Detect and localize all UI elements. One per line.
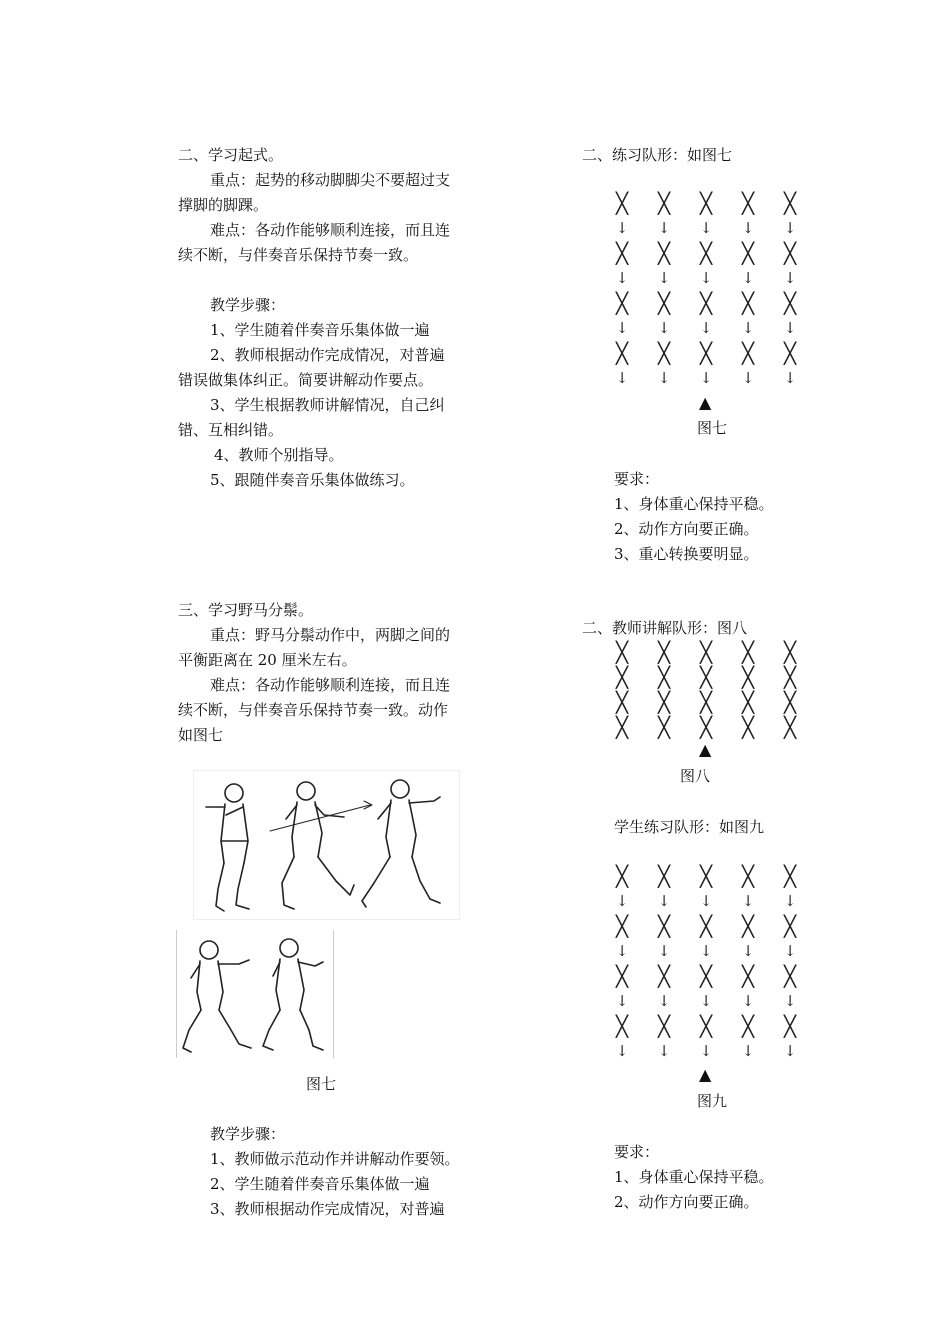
arrow-down-icon: ↓ <box>741 219 755 237</box>
arrow-down-icon: ↓ <box>741 942 755 960</box>
student-position-icon: ╳ <box>783 191 797 215</box>
requirement-text: 1、身体重心保持平稳。 <box>614 495 774 513</box>
student-position-icon: ╳ <box>615 241 629 265</box>
formation-row <box>612 243 812 268</box>
student-position-icon: ╳ <box>657 690 671 714</box>
arrow-down-icon: ↓ <box>783 892 797 910</box>
difficulty-text: 续不断，与伴奏音乐保持节奏一致。动作 <box>178 701 449 719</box>
student-position-icon: ╳ <box>783 914 797 938</box>
figure-caption: 图九 <box>697 1092 728 1110</box>
student-position-icon: ╳ <box>783 864 797 888</box>
arrow-down-icon: ↓ <box>783 319 797 337</box>
formation-row <box>612 343 812 368</box>
student-position-icon: ╳ <box>657 291 671 315</box>
formation-grid <box>612 193 812 393</box>
steps-title: 教学步骤： <box>210 1125 286 1143</box>
teacher-position-icon: ▲ <box>699 393 712 412</box>
arrow-down-icon: ↓ <box>615 269 629 287</box>
student-position-icon: ╳ <box>615 291 629 315</box>
student-position-icon: ╳ <box>615 191 629 215</box>
formation-grid <box>612 642 812 742</box>
arrow-down-icon: ↓ <box>615 319 629 337</box>
student-position-icon: ╳ <box>783 964 797 988</box>
taichi-illustration <box>193 770 460 920</box>
step-text: 1、学生随着伴奏音乐集体做一遍 <box>210 321 430 339</box>
arrow-down-icon: ↓ <box>783 1042 797 1060</box>
student-position-icon: ╳ <box>699 864 713 888</box>
student-position-icon: ╳ <box>741 640 755 664</box>
formation-row <box>612 717 812 742</box>
requirement-text: 2、动作方向要正确。 <box>614 1193 759 1211</box>
formation-row <box>612 692 812 717</box>
student-position-icon: ╳ <box>783 690 797 714</box>
student-position-icon: ╳ <box>615 1014 629 1038</box>
section-title: 二、学习起式。 <box>178 146 284 164</box>
key-point-text: 重点：起势的移动脚脚尖不要超过支 <box>210 171 451 189</box>
arrow-down-icon: ↓ <box>657 319 671 337</box>
formation-row <box>612 866 812 891</box>
step-text: 错、互相纠错。 <box>178 421 284 439</box>
step-text: 2、教师根据动作完成情况，对普遍 <box>210 346 445 364</box>
step-text: 5、跟随伴奏音乐集体做练习。 <box>210 471 415 489</box>
formation-row <box>612 1016 812 1041</box>
direction-row <box>612 941 812 966</box>
arrow-down-icon: ↓ <box>615 892 629 910</box>
arrow-down-icon: ↓ <box>741 319 755 337</box>
direction-row <box>612 1041 812 1066</box>
key-point-text: 平衡距离在 20 厘米左右。 <box>178 651 357 669</box>
arrow-down-icon: ↓ <box>741 992 755 1010</box>
arrow-down-icon: ↓ <box>657 219 671 237</box>
arrow-down-icon: ↓ <box>741 892 755 910</box>
section-title: 三、学习野马分鬃。 <box>178 601 314 619</box>
student-position-icon: ╳ <box>741 665 755 689</box>
student-position-icon: ╳ <box>699 964 713 988</box>
student-position-icon: ╳ <box>741 914 755 938</box>
student-position-icon: ╳ <box>657 864 671 888</box>
student-position-icon: ╳ <box>699 291 713 315</box>
student-position-icon: ╳ <box>783 715 797 739</box>
arrow-down-icon: ↓ <box>783 992 797 1010</box>
arrow-down-icon: ↓ <box>699 219 713 237</box>
arrow-down-icon: ↓ <box>699 892 713 910</box>
arrow-down-icon: ↓ <box>657 1042 671 1060</box>
arrow-down-icon: ↓ <box>699 369 713 387</box>
arrow-down-icon: ↓ <box>783 269 797 287</box>
student-position-icon: ╳ <box>741 291 755 315</box>
student-position-icon: ╳ <box>783 341 797 365</box>
formation-row <box>612 667 812 692</box>
arrow-down-icon: ↓ <box>615 1042 629 1060</box>
difficulty-text: 难点：各动作能够顺利连接，而且连 <box>210 676 451 694</box>
arrow-down-icon: ↓ <box>699 269 713 287</box>
direction-row <box>612 318 812 343</box>
figure-caption: 图七 <box>306 1075 337 1093</box>
student-position-icon: ╳ <box>657 715 671 739</box>
direction-row <box>612 891 812 916</box>
student-position-icon: ╳ <box>699 341 713 365</box>
step-text: 4、教师个别指导。 <box>214 446 344 464</box>
arrow-down-icon: ↓ <box>657 892 671 910</box>
arrow-down-icon: ↓ <box>741 1042 755 1060</box>
taichi-figures-drawing <box>177 930 333 1058</box>
arrow-down-icon: ↓ <box>783 219 797 237</box>
requirements-title: 要求： <box>614 1143 660 1161</box>
arrow-down-icon: ↓ <box>615 942 629 960</box>
requirement-text: 3、重心转换要明显。 <box>614 545 759 563</box>
student-position-icon: ╳ <box>615 665 629 689</box>
student-position-icon: ╳ <box>783 241 797 265</box>
arrow-down-icon: ↓ <box>783 942 797 960</box>
taichi-illustration <box>176 930 334 1058</box>
formation-row <box>612 642 812 667</box>
arrow-down-icon: ↓ <box>699 992 713 1010</box>
student-position-icon: ╳ <box>699 1014 713 1038</box>
student-position-icon: ╳ <box>657 914 671 938</box>
student-position-icon: ╳ <box>657 191 671 215</box>
arrow-down-icon: ↓ <box>783 369 797 387</box>
arrow-down-icon: ↓ <box>657 269 671 287</box>
arrow-down-icon: ↓ <box>741 269 755 287</box>
student-position-icon: ╳ <box>783 665 797 689</box>
student-position-icon: ╳ <box>657 640 671 664</box>
student-position-icon: ╳ <box>741 191 755 215</box>
arrow-down-icon: ↓ <box>615 219 629 237</box>
student-position-icon: ╳ <box>615 690 629 714</box>
student-position-icon: ╳ <box>699 665 713 689</box>
arrow-down-icon: ↓ <box>699 942 713 960</box>
formation-row <box>612 916 812 941</box>
difficulty-text: 续不断，与伴奏音乐保持节奏一致。 <box>178 246 419 264</box>
student-position-icon: ╳ <box>741 690 755 714</box>
student-position-icon: ╳ <box>741 964 755 988</box>
direction-row <box>612 991 812 1016</box>
formation-grid <box>612 866 812 1066</box>
step-text: 1、教师做示范动作并讲解动作要领。 <box>210 1150 460 1168</box>
student-position-icon: ╳ <box>741 341 755 365</box>
student-position-icon: ╳ <box>741 241 755 265</box>
student-position-icon: ╳ <box>699 191 713 215</box>
student-position-icon: ╳ <box>657 964 671 988</box>
student-position-icon: ╳ <box>657 341 671 365</box>
student-position-icon: ╳ <box>783 640 797 664</box>
arrow-down-icon: ↓ <box>615 369 629 387</box>
step-text: 3、学生根据教师讲解情况，自己纠 <box>210 396 445 414</box>
student-position-icon: ╳ <box>657 241 671 265</box>
figure-caption: 图七 <box>697 419 728 437</box>
student-position-icon: ╳ <box>615 341 629 365</box>
student-position-icon: ╳ <box>741 715 755 739</box>
arrow-down-icon: ↓ <box>615 992 629 1010</box>
student-position-icon: ╳ <box>783 291 797 315</box>
requirement-text: 1、身体重心保持平稳。 <box>614 1168 774 1186</box>
student-position-icon: ╳ <box>783 1014 797 1038</box>
student-position-icon: ╳ <box>699 914 713 938</box>
student-position-icon: ╳ <box>699 715 713 739</box>
teacher-position-icon: ▲ <box>699 1065 712 1084</box>
student-position-icon: ╳ <box>699 690 713 714</box>
student-position-icon: ╳ <box>741 1014 755 1038</box>
key-point-text: 重点：野马分鬃动作中，两脚之间的 <box>210 626 451 644</box>
formation-title: 二、教师讲解队形：图八 <box>582 619 748 637</box>
steps-title: 教学步骤： <box>210 296 286 314</box>
arrow-down-icon: ↓ <box>657 369 671 387</box>
student-position-icon: ╳ <box>657 1014 671 1038</box>
formation-title: 二、练习队形：如图七 <box>582 146 733 164</box>
student-position-icon: ╳ <box>699 241 713 265</box>
student-position-icon: ╳ <box>615 964 629 988</box>
student-position-icon: ╳ <box>615 864 629 888</box>
step-text: 错误做集体纠正。简要讲解动作要点。 <box>178 371 434 389</box>
taichi-figures-drawing <box>194 771 459 919</box>
formation-row <box>612 193 812 218</box>
teacher-position-icon: ▲ <box>699 740 712 759</box>
step-text: 3、教师根据动作完成情况，对普遍 <box>210 1200 445 1218</box>
arrow-down-icon: ↓ <box>699 1042 713 1060</box>
formation-row <box>612 293 812 318</box>
figure-caption: 图八 <box>680 767 711 785</box>
student-position-icon: ╳ <box>615 914 629 938</box>
direction-row <box>612 218 812 243</box>
student-position-icon: ╳ <box>615 715 629 739</box>
formation-row <box>612 966 812 991</box>
student-position-icon: ╳ <box>657 665 671 689</box>
requirements-title: 要求： <box>614 470 660 488</box>
arrow-down-icon: ↓ <box>699 319 713 337</box>
student-position-icon: ╳ <box>741 864 755 888</box>
formation-title: 学生练习队形：如图九 <box>614 818 765 836</box>
key-point-text: 撑脚的脚踝。 <box>178 196 269 214</box>
direction-row <box>612 268 812 293</box>
difficulty-text: 难点：各动作能够顺利连接，而且连 <box>210 221 451 239</box>
difficulty-text: 如图七 <box>178 726 224 744</box>
arrow-down-icon: ↓ <box>657 992 671 1010</box>
arrow-down-icon: ↓ <box>657 942 671 960</box>
arrow-down-icon: ↓ <box>741 369 755 387</box>
requirement-text: 2、动作方向要正确。 <box>614 520 759 538</box>
student-position-icon: ╳ <box>699 640 713 664</box>
step-text: 2、学生随着伴奏音乐集体做一遍 <box>210 1175 430 1193</box>
direction-row <box>612 368 812 393</box>
student-position-icon: ╳ <box>615 640 629 664</box>
